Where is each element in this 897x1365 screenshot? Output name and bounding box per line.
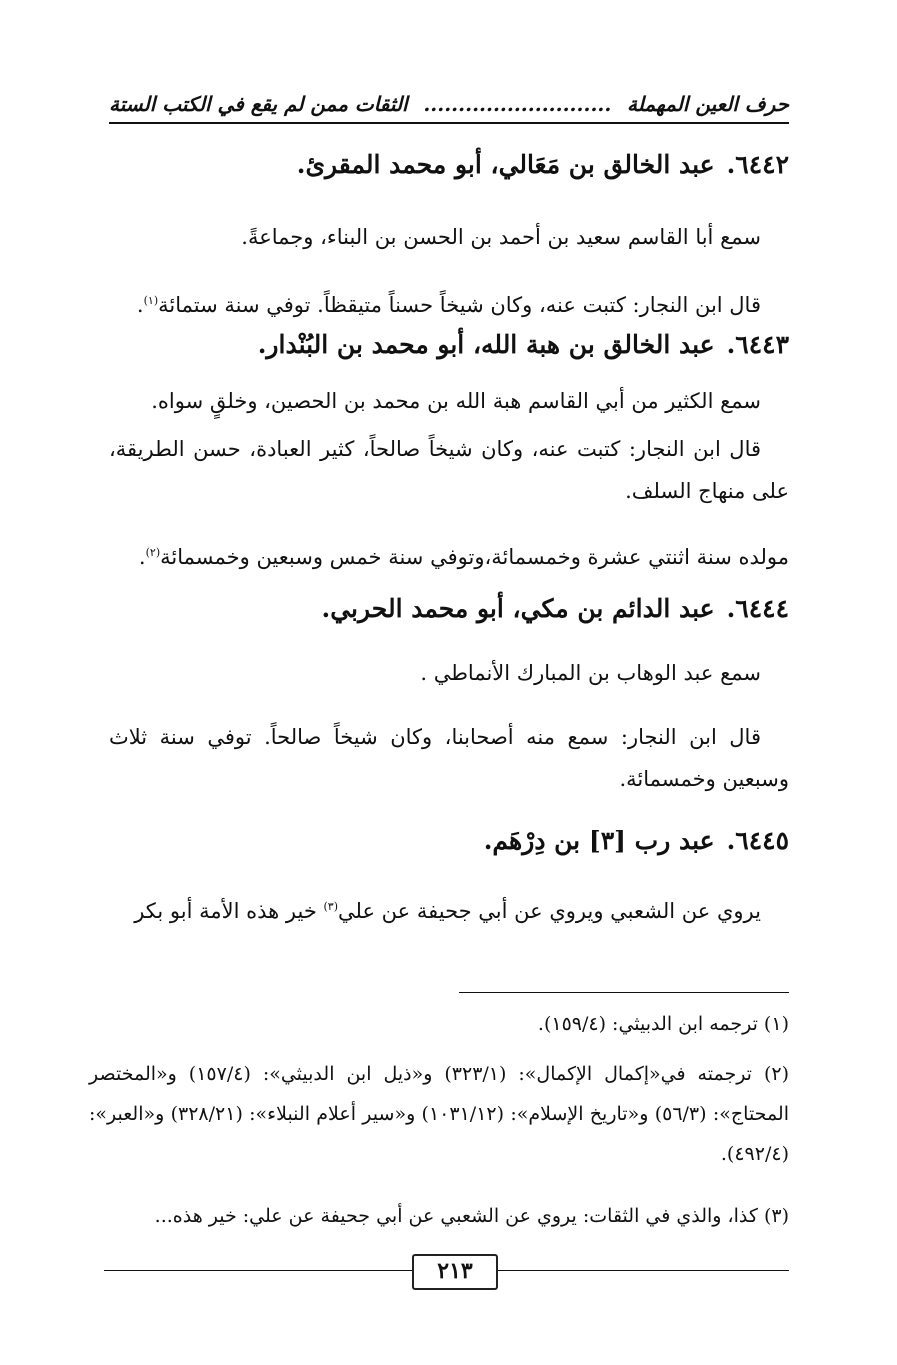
entry-name: عبد الخالق بن هبة الله، أبو محمد بن البُنْدار.	[257, 330, 715, 359]
entry-title	[109, 330, 789, 359]
entry-number: ٦٤٤٢.	[726, 150, 789, 179]
entry-paragraph: مولده سنة اثنتي عشرة وخمسمائة،وتوفي سنة خمس وسبعين وخمسمائة$^{(٢)}$.	[138, 545, 789, 569]
entry-number: ٦٤٤٥.	[726, 826, 789, 855]
entry-name: عبد الدائم بن مكي، أبو محمد الحربي.	[321, 594, 715, 623]
header-dots: ...........................	[423, 92, 612, 116]
entry-paragraph: قال ابن النجار: كتبت عنه، وكان شيخاً حسناً متيقظاً. توفي سنة ستمائة$^{(١)}$.	[136, 293, 761, 317]
footnote: (١) ترجمه ابن الدبيثي: (١٥٩/٤).	[537, 1013, 789, 1035]
entry-paragraph: سمع أبا القاسم سعيد بن أحمد بن الحسن بن البناء، وجماعةً.	[241, 225, 761, 249]
entry-name: عبد رب [٣] بن دِرْهَم.	[483, 826, 715, 855]
entry-title	[109, 826, 789, 855]
entry-number: ٦٤٤٣.	[726, 330, 789, 359]
footnote-ref: (٣)	[323, 900, 339, 913]
footnote: (٢) ترجمته في«إكمال الإكمال»: (٣٢٣/١) و«ذيل ابن الدبيثي»: (١٥٧/٤) و«المختصر المحتاج»: (٥٦/٣) و«تاريخ الإسلام»: (١٠٣١/١٢) و«سير أعلام النبلاء»: (٣٢٨/٢١) و«العبر»: (٤٩٢/٤).	[89, 1063, 790, 1165]
running-header	[109, 92, 789, 124]
page-number: ٢١٣	[412, 1254, 498, 1290]
entry-title	[109, 150, 789, 179]
entry-name: عبد الخالق بن مَعَالي، أبو محمد المقرئ.	[296, 150, 715, 179]
footnote-ref: (١)	[143, 294, 159, 307]
footnote-divider	[459, 992, 789, 993]
footnote: (٣) كذا، والذي في الثقات: يروي عن الشعبي عن أبي جحيفة عن علي: خير هذه...	[154, 1205, 789, 1227]
footnote-ref: (٢)	[145, 546, 161, 559]
header-book-title: الثقات ممن لم يقع في الكتب الستة	[109, 92, 408, 116]
entry-paragraph: قال ابن النجار: كتبت عنه، وكان شيخاً صالحاً، كثير العبادة، حسن الطريقة، على منهاج السلف.	[109, 437, 789, 503]
entry-paragraph: يروي عن الشعبي ويروي عن أبي جحيفة عن علي$^{(٣)}$ خير هذه الأمة أبو بكر	[134, 899, 761, 923]
entry-paragraph: سمع عبد الوهاب بن المبارك الأنماطي .	[420, 661, 761, 685]
entry-number: ٦٤٤٤.	[726, 594, 789, 623]
header-chapter: حرف العين المهملة	[627, 92, 789, 116]
entry-paragraph: سمع الكثير من أبي القاسم هبة الله بن محمد بن الحصين، وخلقٍ سواه.	[151, 389, 761, 413]
entry-paragraph: قال ابن النجار: سمع منه أصحابنا، وكان شيخاً صالحاً. توفي سنة ثلاث وسبعين وخمسمائة.	[109, 725, 789, 791]
entry-title	[109, 594, 789, 623]
